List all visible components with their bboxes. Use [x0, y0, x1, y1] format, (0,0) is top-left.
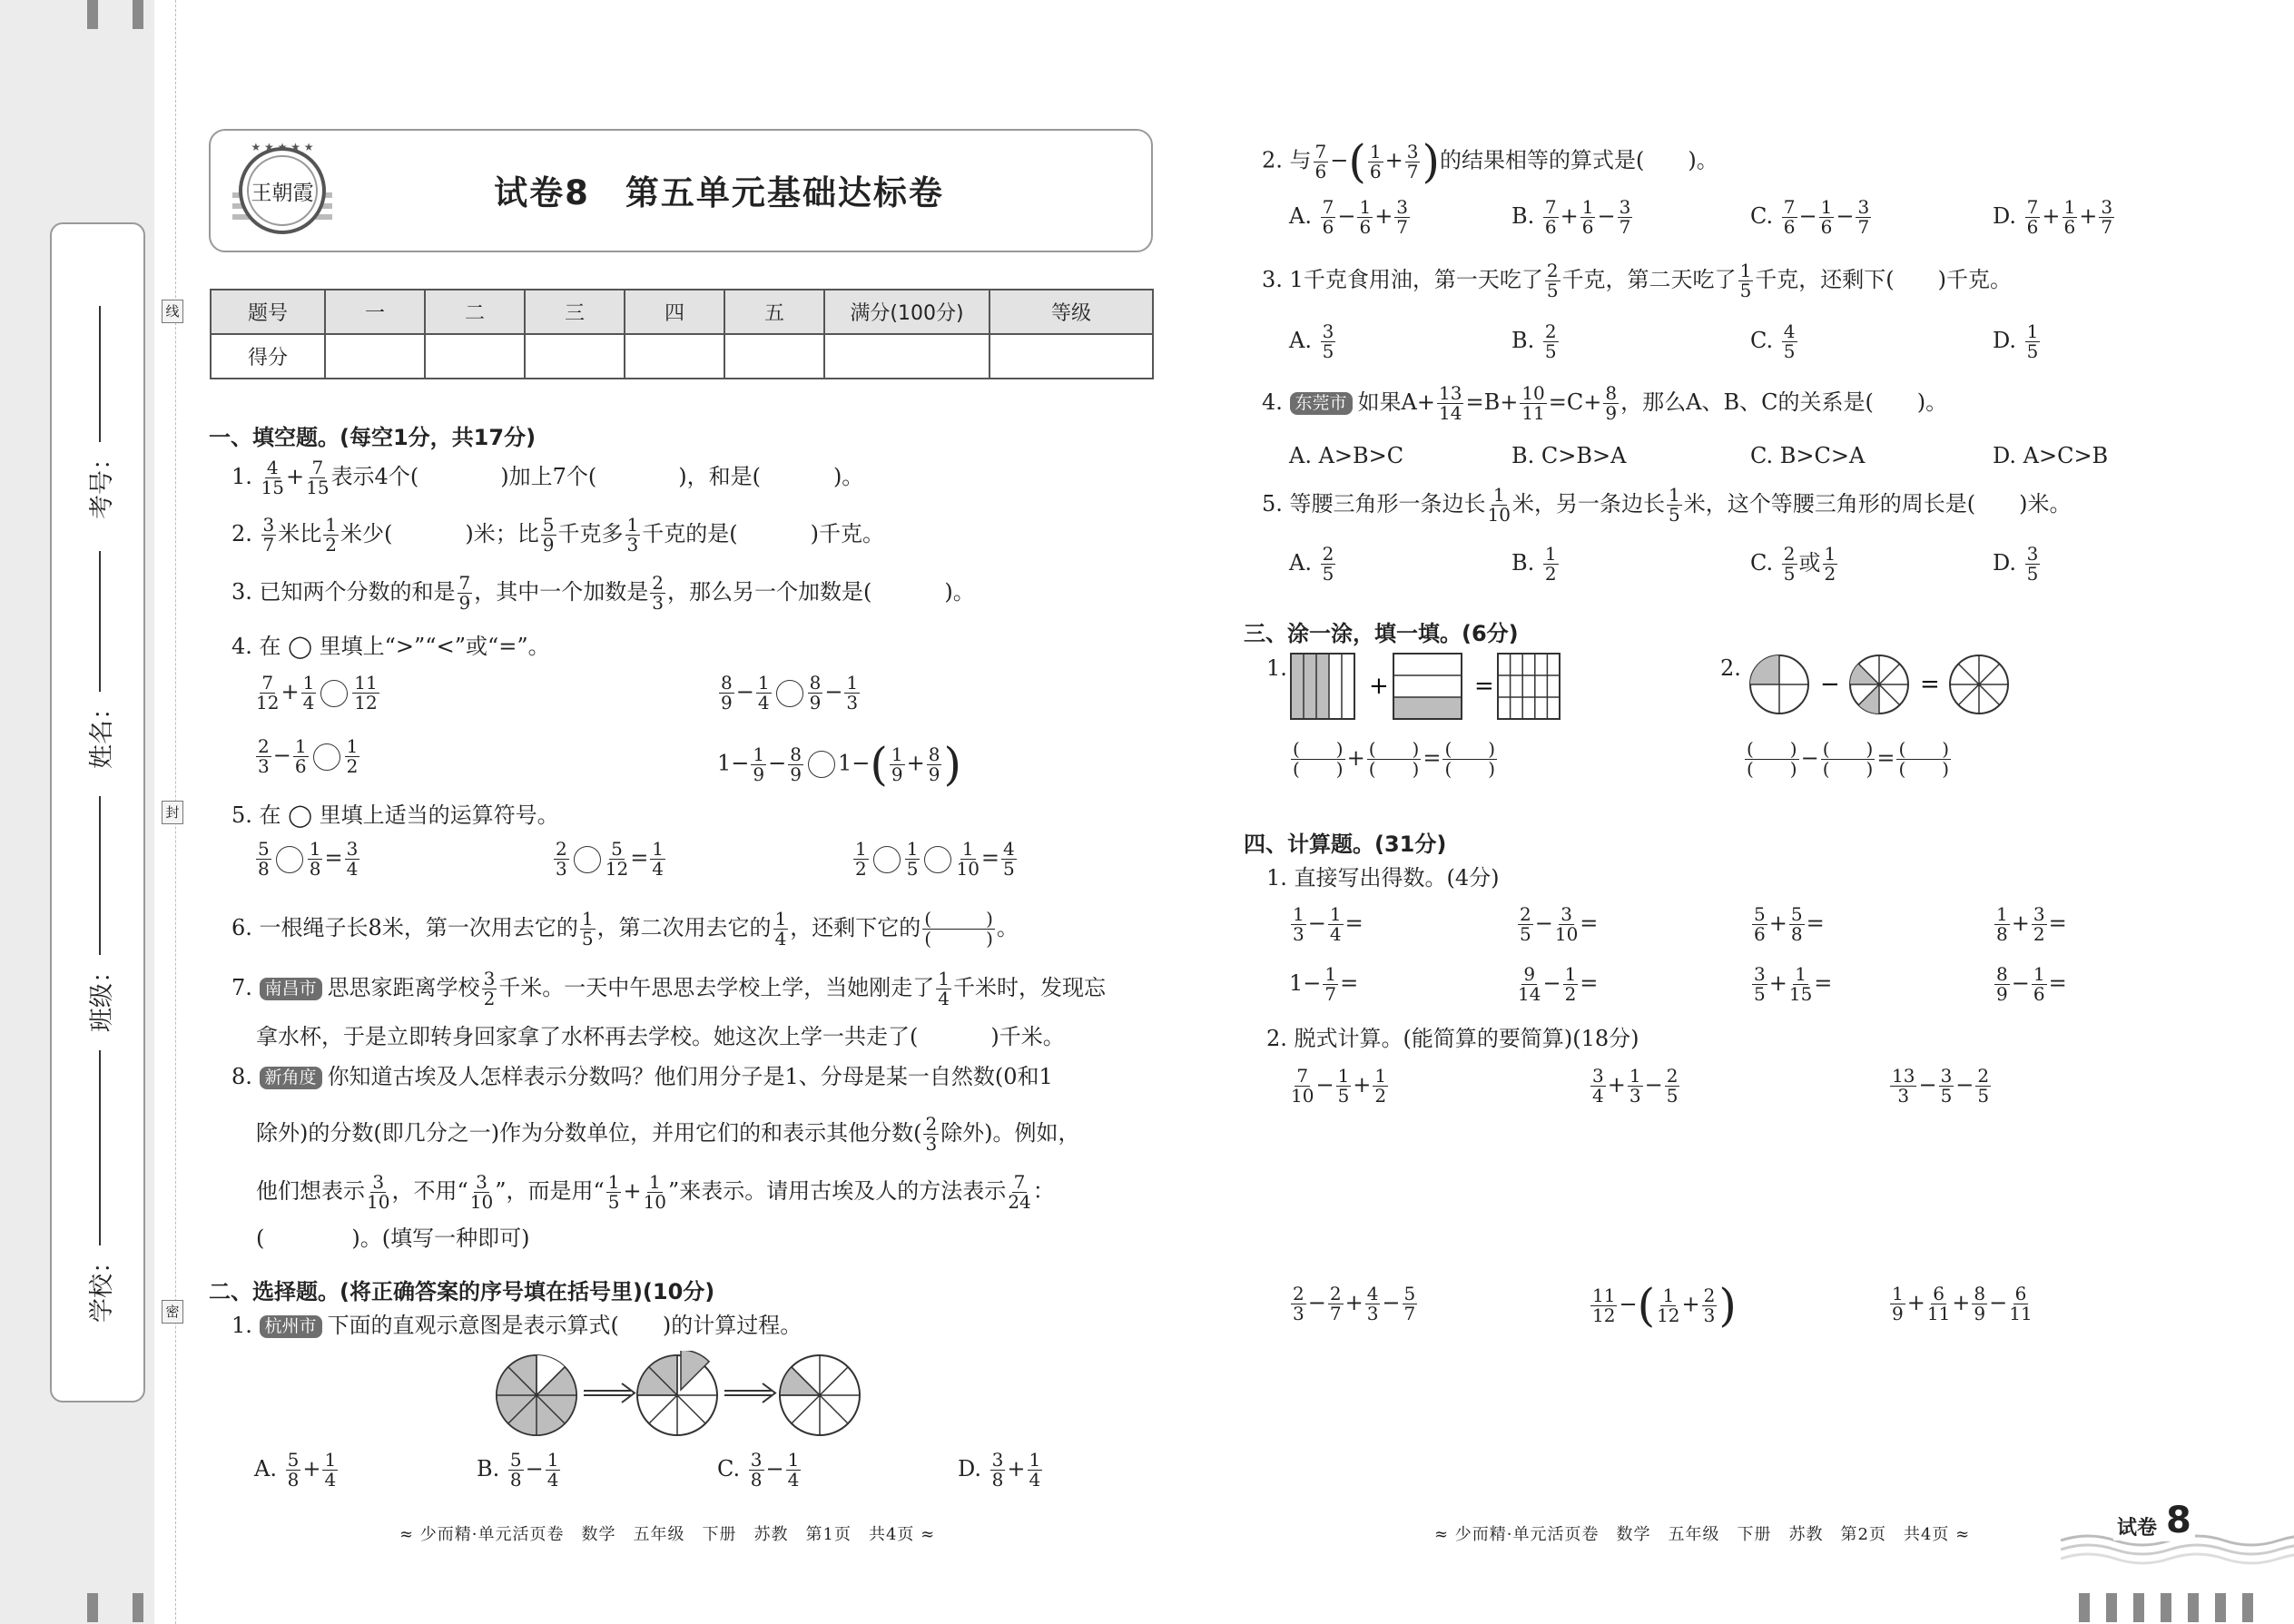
option-b[interactable]: B. $\frac{1}{2}$ — [1511, 543, 1557, 585]
option-a[interactable]: A. $\frac{7}{6}$ − $\frac{1}{6}$ + $\frac{3}{7}$ — [1289, 196, 1409, 238]
stripe — [2106, 1593, 2117, 1622]
question-1-3: 3. 已知两个分数的和是 $\frac{7}{9}$ ，其中一个加数是 $\frac{2}{3}$ ，那么另一个加数是( )。 — [231, 572, 975, 614]
pie-figure-1 — [497, 1355, 576, 1435]
question-4-2: 2. 脱式计算。(能简算的要简算)(18分) — [1266, 1026, 1639, 1051]
table-cell: 得分 — [211, 334, 325, 379]
calc-item[interactable]: $\frac{5}{6}$ + $\frac{5}{8}$ = — [1754, 903, 1825, 945]
class-label: 班级： — [88, 959, 116, 1032]
option-b[interactable]: B. C>B>A — [1511, 443, 1627, 468]
option-d[interactable]: D. $\frac{7}{6}$ + $\frac{1}{6}$ + $\frac{3}{7}$ — [1993, 196, 2113, 238]
answer-circle[interactable] — [776, 680, 803, 707]
compare-item: 1− $\frac{1}{9}$ − $\frac{8}{9}$ 1−( $\frac{1}{9}$ + $\frac{8}{9}$ ) — [717, 738, 961, 791]
circle-figure-2 — [1850, 655, 1908, 714]
answer-circle[interactable] — [873, 846, 901, 873]
option-a[interactable]: A. $\frac{2}{5}$ — [1289, 543, 1334, 585]
region-tag: 东莞市 — [1290, 392, 1353, 415]
question-3-1-label: 1. — [1266, 655, 1287, 681]
calc-item[interactable]: $\frac{1}{3}$ − $\frac{1}{4}$ = — [1293, 903, 1364, 945]
calc-item[interactable]: $\frac{13}{3}$ − $\frac{3}{5}$ − $\frac{2}{5}$ — [1892, 1065, 1990, 1107]
stripe — [87, 1593, 98, 1622]
table-header-cell: 五 — [724, 290, 824, 334]
option-c[interactable]: C. B>C>A — [1750, 443, 1866, 468]
answer-circle[interactable] — [924, 846, 951, 873]
option-c[interactable]: C. $\frac{7}{6}$ − $\frac{1}{6}$ − $\frac{3}{7}$ — [1750, 196, 1870, 238]
calc-item[interactable]: $\frac{3}{5}$ + $\frac{1}{15}$ = — [1754, 963, 1833, 1005]
question-1-1: 1. $\frac{4}{15}$ + $\frac{7}{15}$ 表示4个( )加上7个( )，和是( )。 — [231, 457, 864, 498]
option-c[interactable]: C. $\frac{3}{8}$ − $\frac{1}{4}$ — [717, 1449, 800, 1491]
circle-fraction-diagram — [1748, 652, 2011, 717]
exam-number-label: 考号： — [88, 446, 116, 519]
table-header-cell: 四 — [625, 290, 724, 334]
svg-text:+: + — [1369, 673, 1389, 700]
section-1-heading: 一、填空题。(每空1分，共17分) — [209, 425, 537, 450]
svg-text:=: = — [1474, 673, 1494, 700]
option-a[interactable]: A. $\frac{3}{5}$ — [1289, 320, 1334, 362]
table-header-cell: 二 — [425, 290, 525, 334]
question-1-4: 4. 在 ◯ 里填上“>”“<”或“=”。 — [231, 634, 550, 659]
stripe — [2133, 1593, 2144, 1622]
footer-right: ≈ 少而精·单元活页卷 数学 五年级 下册 苏教 第2页 共4页 ≈ — [1434, 1525, 1971, 1544]
stripe — [133, 0, 143, 29]
calc-item[interactable]: $\frac{7}{10}$ − $\frac{1}{5}$ + $\frac{1}{2}$ — [1291, 1065, 1387, 1107]
compare-item: $\frac{2}{3}$ − $\frac{1}{6}$ $\frac{1}{2}$ — [258, 735, 359, 777]
option-d[interactable]: D. $\frac{3}{5}$ — [1993, 543, 2039, 585]
seal-line: 线 — [162, 300, 183, 323]
stripe — [2215, 1593, 2226, 1622]
option-c[interactable]: C. $\frac{2}{5}$ 或 $\frac{1}{2}$ — [1750, 543, 1836, 585]
region-tag: 南昌市 — [260, 978, 322, 1000]
badge-number: 8 — [2162, 1500, 2195, 1541]
question-1-5: 5. 在 ◯ 里填上适当的运算符号。 — [231, 802, 559, 828]
svg-text:=: = — [1920, 671, 1940, 698]
question-1-2: 2. $\frac{3}{7}$ 米比 $\frac{1}{2}$ 米少( )米；比 $\frac{5}{9}$ 千克多 $\frac{1}{3}$ 千克的是( )千克。 — [231, 514, 884, 556]
question-1-8-line2: 除外)的分数(即几分之一)作为分数单位，并用它们的和表示其他分数( $\frac{2}{3}$ 除外)。例如， — [256, 1113, 1080, 1155]
score-cell[interactable] — [989, 334, 1153, 379]
option-b[interactable]: B. $\frac{2}{5}$ — [1511, 320, 1557, 362]
answer-circle[interactable] — [574, 846, 601, 873]
score-cell[interactable] — [525, 334, 625, 379]
calc-item[interactable]: $\frac{2}{5}$ − $\frac{3}{10}$ = — [1520, 903, 1599, 945]
calc-item[interactable]: $\frac{2}{3}$ − $\frac{2}{7}$ + $\frac{4}{3}$ − $\frac{5}{7}$ — [1293, 1283, 1416, 1324]
calc-item[interactable]: $\frac{1}{9}$ + $\frac{6}{11}$ + $\frac{8}{9}$ − $\frac{6}{11}$ — [1892, 1283, 2033, 1324]
seal-bottom: 密 — [162, 1300, 183, 1324]
question-1-7-cont: 拿水杯，于是立即转身回家拿了水杯再去学校。她这次上学一共走了( )千米。 — [256, 1024, 1065, 1049]
calc-item[interactable]: $\frac{11}{12}$ −( $\frac{1}{12}$ + $\frac{2}{3}$ ) — [1592, 1279, 1737, 1332]
stripe — [133, 1593, 143, 1622]
table-header-cell: 题号 — [211, 290, 325, 334]
rectangle-fraction-diagram — [1289, 652, 1561, 724]
operator-item: $\frac{2}{3}$ $\frac{5}{12}$ = $\frac{1}{4}$ — [556, 838, 665, 880]
question-2-1: 1. 杭州市 下面的直观示意图是表示算式( )的计算过程。 — [231, 1313, 802, 1338]
stripe — [2242, 1593, 2253, 1622]
rect-figure-3 — [1498, 654, 1560, 719]
stripe — [2161, 1593, 2171, 1622]
option-d[interactable]: D. A>C>B — [1993, 443, 2109, 468]
circle-figure-1 — [1750, 655, 1808, 714]
pie-figure-3 — [780, 1355, 860, 1435]
section-3-heading: 三、涂一涂，填一填。(6分) — [1244, 621, 1519, 646]
region-tag: 新角度 — [260, 1067, 322, 1089]
score-cell[interactable] — [425, 334, 525, 379]
answer-fraction[interactable]: $\frac{( )}{( )}$ — [924, 908, 993, 950]
stripe — [2188, 1593, 2199, 1622]
option-d[interactable]: D. $\frac{3}{8}$ + $\frac{1}{4}$ — [958, 1449, 1041, 1491]
calc-item[interactable]: $\frac{1}{8}$ + $\frac{3}{2}$ = — [1996, 903, 2067, 945]
pie-diagram — [495, 1351, 876, 1440]
region-tag: 杭州市 — [260, 1315, 322, 1338]
page-title: 试卷8 第五单元基础达标卷 — [494, 173, 944, 212]
calc-item[interactable]: $\frac{8}{9}$ − $\frac{1}{6}$ = — [1996, 963, 2067, 1005]
question-2-5: 5. 等腰三角形一条边长 $\frac{1}{10}$ 米，另一条边长 $\frac{1}{5}$ 米，这个等腰三角形的周长是( )米。 — [1262, 484, 2072, 526]
svg-text:−: − — [1820, 671, 1840, 698]
stripe — [2079, 1593, 2090, 1622]
option-d[interactable]: D. $\frac{1}{5}$ — [1993, 320, 2039, 362]
arrow-icon — [584, 1383, 635, 1403]
calc-item[interactable]: $\frac{3}{4}$ + $\frac{1}{3}$ − $\frac{2}{5}$ — [1592, 1065, 1679, 1107]
score-cell[interactable] — [325, 334, 425, 379]
score-table — [210, 289, 1154, 379]
table-header-cell: 满分(100分) — [824, 290, 989, 334]
answer-circle[interactable] — [276, 846, 303, 873]
question-4-1: 1. 直接写出得数。(4分) — [1266, 865, 1500, 891]
question-2-3: 3. 1千克食用油，第一天吃了 $\frac{2}{5}$ 千克，第二天吃了 $\frac{1}{5}$ 千克，还剩下( )千克。 — [1262, 260, 2013, 301]
score-cell[interactable] — [625, 334, 724, 379]
answer-circle[interactable] — [313, 743, 340, 771]
name-label: 姓名： — [88, 695, 116, 769]
answer-circle[interactable] — [320, 680, 348, 707]
table-header-cell: 一 — [325, 290, 425, 334]
operator-item: $\frac{1}{2}$ $\frac{1}{5}$ $\frac{1}{10}$ = $\frac{4}{5}$ — [855, 838, 1015, 880]
section-4-heading: 四、计算题。(31分) — [1244, 832, 1447, 857]
option-b[interactable]: B. $\frac{7}{6}$ + $\frac{1}{6}$ − $\frac{3}{7}$ — [1511, 196, 1631, 238]
footer-left: ≈ 少而精·单元活页卷 数学 五年级 下册 苏教 第1页 共4页 ≈ — [399, 1525, 936, 1544]
seal-mid: 封 — [162, 801, 183, 824]
answer-equation-2[interactable]: $\frac{( )}{( )}$ − $\frac{( )}{( )}$ = $\frac{( )}{( )}$ — [1747, 738, 1950, 780]
section-2-heading: 二、选择题。(将正确答案的序号填在括号里)(10分) — [209, 1279, 715, 1304]
svg-text:★ ★ ★ ★ ★: ★ ★ ★ ★ ★ — [251, 141, 314, 153]
score-cell[interactable] — [824, 334, 989, 379]
option-a[interactable]: A. A>B>C — [1289, 443, 1404, 468]
calc-item[interactable]: $\frac{9}{14}$ − $\frac{1}{2}$ = — [1518, 963, 1599, 1005]
name-field[interactable] — [99, 551, 101, 692]
question-1-8-line4: ( )。(填写一种即可) — [256, 1225, 530, 1251]
option-b[interactable]: B. $\frac{5}{8}$ − $\frac{1}{4}$ — [477, 1449, 559, 1491]
pie-figure-2 — [637, 1351, 717, 1435]
table-header-cell: 等级 — [989, 290, 1153, 334]
compare-item: $\frac{8}{9}$ − $\frac{1}{4}$ $\frac{8}{9}$ − $\frac{1}{3}$ — [721, 672, 859, 714]
class-field[interactable] — [99, 796, 101, 955]
rect-figure-2 — [1393, 654, 1462, 719]
question-1-8-line3: 他们想表示 $\frac{3}{10}$ ，不用“ $\frac{3}{10}$ ”，而是用“ $\frac{1}{5}$ + $\frac{1}{10}$ ”来表示。请用古埃及人的方法表示 $\frac{7}{24}$ ： — [256, 1171, 1055, 1213]
circle-figure-3 — [1950, 655, 2008, 714]
question-2-4: 4. 东莞市 如果A+ $\frac{13}{14}$ =B+ $\frac{10}{11}$ =C+ $\frac{8}{9}$ ，那么A、B、C的关系是( )。 — [1262, 382, 1948, 424]
option-c[interactable]: C. $\frac{4}{5}$ — [1750, 320, 1796, 362]
exam-number-field[interactable] — [99, 306, 101, 442]
question-3-2-label: 2. — [1720, 655, 1741, 681]
title-box — [209, 129, 1153, 252]
question-1-6: 6. 一根绳子长8米，第一次用去它的 $\frac{1}{5}$ ，第二次用去它的 $\frac{1}{4}$ ，还剩下它的 $\frac{( )}{( )}$ 。 — [231, 908, 1019, 950]
answer-equation-1[interactable]: $\frac{( )}{( )}$ + $\frac{( )}{( )}$ = $\frac{( )}{( )}$ — [1293, 738, 1496, 780]
answer-circle[interactable] — [808, 751, 835, 778]
compare-item: $\frac{7}{12}$ + $\frac{1}{4}$ $\frac{11}{12}$ — [256, 672, 378, 714]
table-header-cell: 三 — [525, 290, 625, 334]
school-field[interactable] — [99, 1050, 101, 1245]
score-cell[interactable] — [724, 334, 824, 379]
student-info-box — [50, 222, 145, 1403]
school-label: 学校： — [88, 1249, 116, 1323]
question-2-2: 2. 与 $\frac{7}{6}$ −( $\frac{1}{6}$ + $\frac{3}{7}$ )的结果相等的算式是( )。 — [1262, 135, 1718, 188]
operator-item: $\frac{5}{8}$ $\frac{1}{8}$ = $\frac{3}{4}$ — [258, 838, 359, 880]
arrow-icon — [724, 1383, 775, 1403]
calc-item[interactable]: 1− $\frac{1}{7}$ = — [1289, 963, 1359, 1005]
question-1-8: 8. 新角度 你知道古埃及人怎样表示分数吗？他们用分子是1、分母是某一自然数(0和1 — [231, 1064, 1053, 1089]
question-1-7: 7. 南昌市 思思家距离学校 $\frac{3}{2}$ 千米。一天中午思思去学校上学，当她刚走了 $\frac{1}{4}$ 千米时，发现忘 — [231, 968, 1107, 1009]
option-a[interactable]: A. $\frac{5}{8}$ + $\frac{1}{4}$ — [254, 1449, 337, 1491]
rect-figure-1 — [1291, 654, 1354, 719]
badge-label: 试卷 — [2113, 1512, 2161, 1540]
svg-text:王朝霞: 王朝霞 — [251, 182, 314, 205]
stripe — [87, 0, 98, 29]
